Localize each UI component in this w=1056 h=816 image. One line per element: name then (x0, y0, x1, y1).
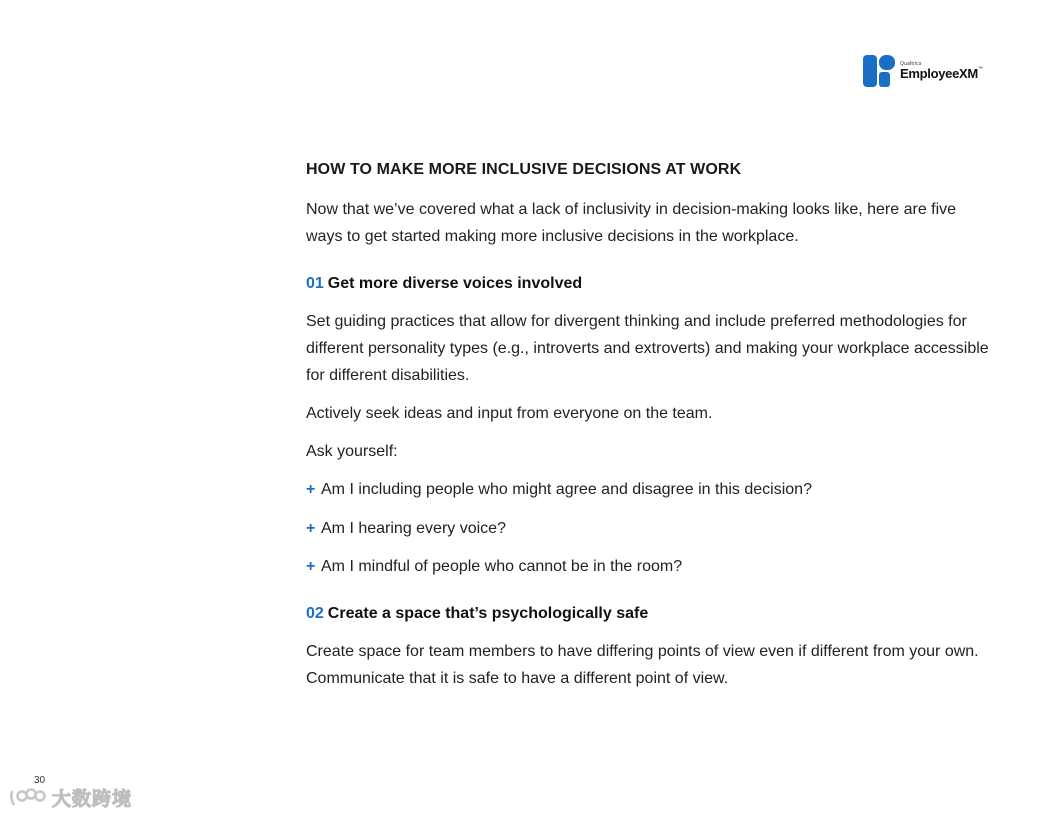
watermark-text: 大数跨境 (52, 789, 133, 810)
qualtrics-logo-icon (863, 55, 895, 87)
employeexm-logo (863, 55, 983, 87)
logo-main-text: EmployeeXM™ (900, 66, 983, 81)
section-paragraph: Actively seek ideas and input from everyone on the team. (306, 405, 713, 422)
section-number: 02 (306, 605, 324, 622)
section-title-text: Get more diverse voices involved (327, 275, 583, 292)
list-item-text: Am I including people who might agree and disagree in this decision? (321, 481, 812, 498)
intro-paragraph: Now that we’ve covered what a lack of inclusivity in decision-making looks like, here are five ways to get started making more inclusive decisions in the workplace. (306, 201, 957, 245)
main-content (306, 158, 996, 703)
list-item-text: Am I hearing every voice? (321, 519, 506, 537)
section-title (306, 600, 996, 627)
section-title (306, 270, 996, 297)
plus-icon: + (306, 481, 316, 498)
section-02 (306, 600, 996, 692)
section-paragraph: Ask yourself: (306, 443, 398, 460)
page-number: 30 (34, 775, 46, 786)
section-01 (306, 270, 996, 580)
logo-small-text: Qualtrics (900, 61, 922, 67)
section-title-text: Create a space that’s psychologically safe (327, 605, 649, 622)
list-item (306, 553, 996, 580)
trademark-symbol: ™ (977, 66, 983, 72)
section-number: 01 (306, 275, 324, 292)
list-item (306, 476, 996, 503)
list-item (306, 515, 996, 542)
watermark-logo-icon (8, 787, 48, 809)
plus-icon: + (306, 558, 316, 575)
page-heading: HOW TO MAKE MORE INCLUSIVE DECISIONS AT WORK (306, 161, 742, 178)
section-paragraph: Create space for team members to have differing points of view even if different from your own. Communicate that it is safe to have a different point of view. (306, 643, 979, 687)
plus-icon: + (306, 519, 316, 537)
list-item-text: Am I mindful of people who cannot be in the room? (321, 558, 683, 575)
section-paragraph: Set guiding practices that allow for divergent thinking and include preferred methodologies for different personality types (e.g., introverts and extroverts) and making your workplace accessible for different disabilities. (306, 313, 989, 384)
watermark (8, 784, 132, 811)
question-list (306, 476, 996, 580)
